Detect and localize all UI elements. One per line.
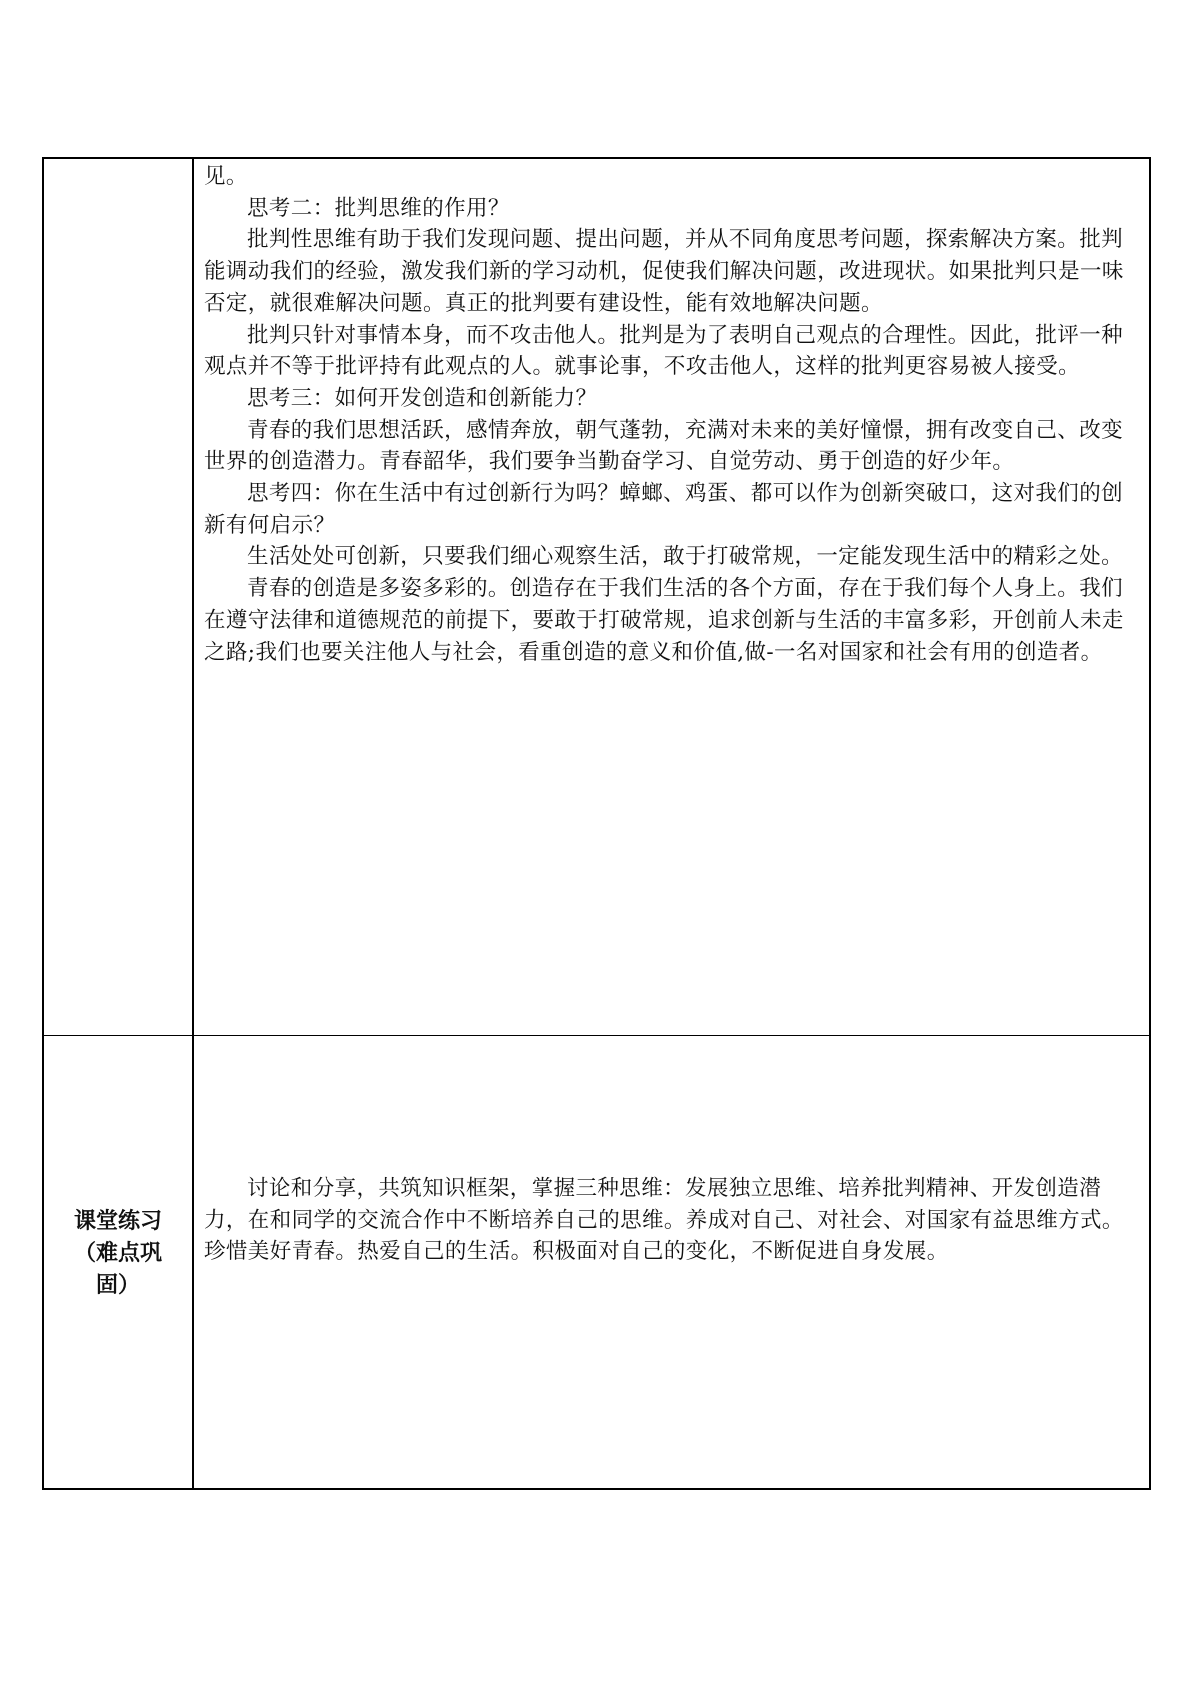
content-cell-thinking bbox=[204, 161, 1140, 668]
paragraph-critique-focus: 批判只针对事情本身，而不攻击他人。批判是为了表明自己观点的合理性。因此，批评一种观点并不等于批评持有此观点的人。就事论事，不攻击他人，这样的批判更容易被人接受。 bbox=[204, 322, 1124, 380]
paragraph-practice-summary: 讨论和分享，共筑知识框架，掌握三种思维：发展独立思维、培养批判精神、开发创造潜力，在和同学的交流合作中不断培养自己的思维。养成对自己、对社会、对国家有益思维方式。珍惜美好青春。热爱自己的生活。积极面对自己的变化，不断促进自身发展。 bbox=[204, 1176, 1124, 1265]
row-label-cell-practice bbox=[44, 1036, 192, 1488]
paragraph-continuation: 见。 bbox=[204, 164, 248, 189]
paragraph-youth-potential: 青春的我们思想活跃，感情奔放，朝气蓬勃，充满对未来的美好憧憬，拥有改变自己、改变世界的创造潜力。青春韶华，我们要争当勤奋学习、自觉劳动、勇于创造的好少年。 bbox=[204, 417, 1124, 475]
question-four-heading: 思考四：你在生活中有过创新行为吗？蟑螂、鸡蛋、都可以作为创新突破口，这对我们的创新有何启示？ bbox=[204, 481, 1124, 538]
paragraph-colorful-creation: 青春的创造是多姿多彩的。创造存在于我们生活的各个方面，存在于我们每个人身上。我们在遵守法律和道德规范的前提下，要敢于打破常规，追求创新与生活的丰富多彩，开创前人未走之路;我们也要关注他人与社会，看重创造的意义和价值,做-一名对国家和社会有用的创造者。 bbox=[204, 576, 1124, 665]
paragraph-critical-thinking-role: 批判性思维有助于我们发现问题、提出问题，并从不同角度思考问题，探索解决方案。批判能调动我们的经验，激发我们新的学习动机，促使我们解决问题，改进现状。如果批判只是一味否定，就很难解决问题。真正的批判要有建设性，能有效地解决问题。 bbox=[204, 227, 1124, 316]
row-label-practice: 课堂练习（难点巩固） bbox=[73, 1209, 162, 1298]
lesson-plan-table bbox=[42, 157, 1151, 1490]
row-divider bbox=[44, 1035, 1149, 1036]
content-cell-practice bbox=[204, 1173, 1140, 1268]
question-two-heading: 思考二：批判思维的作用？ bbox=[247, 195, 510, 221]
column-divider bbox=[192, 159, 194, 1488]
question-three-heading: 思考三：如何开发创造和创新能力？ bbox=[247, 385, 598, 411]
paragraph-innovation-everywhere: 生活处处可创新，只要我们细心观察生活，敢于打破常规，一定能发现生活中的精彩之处。 bbox=[247, 544, 1124, 570]
